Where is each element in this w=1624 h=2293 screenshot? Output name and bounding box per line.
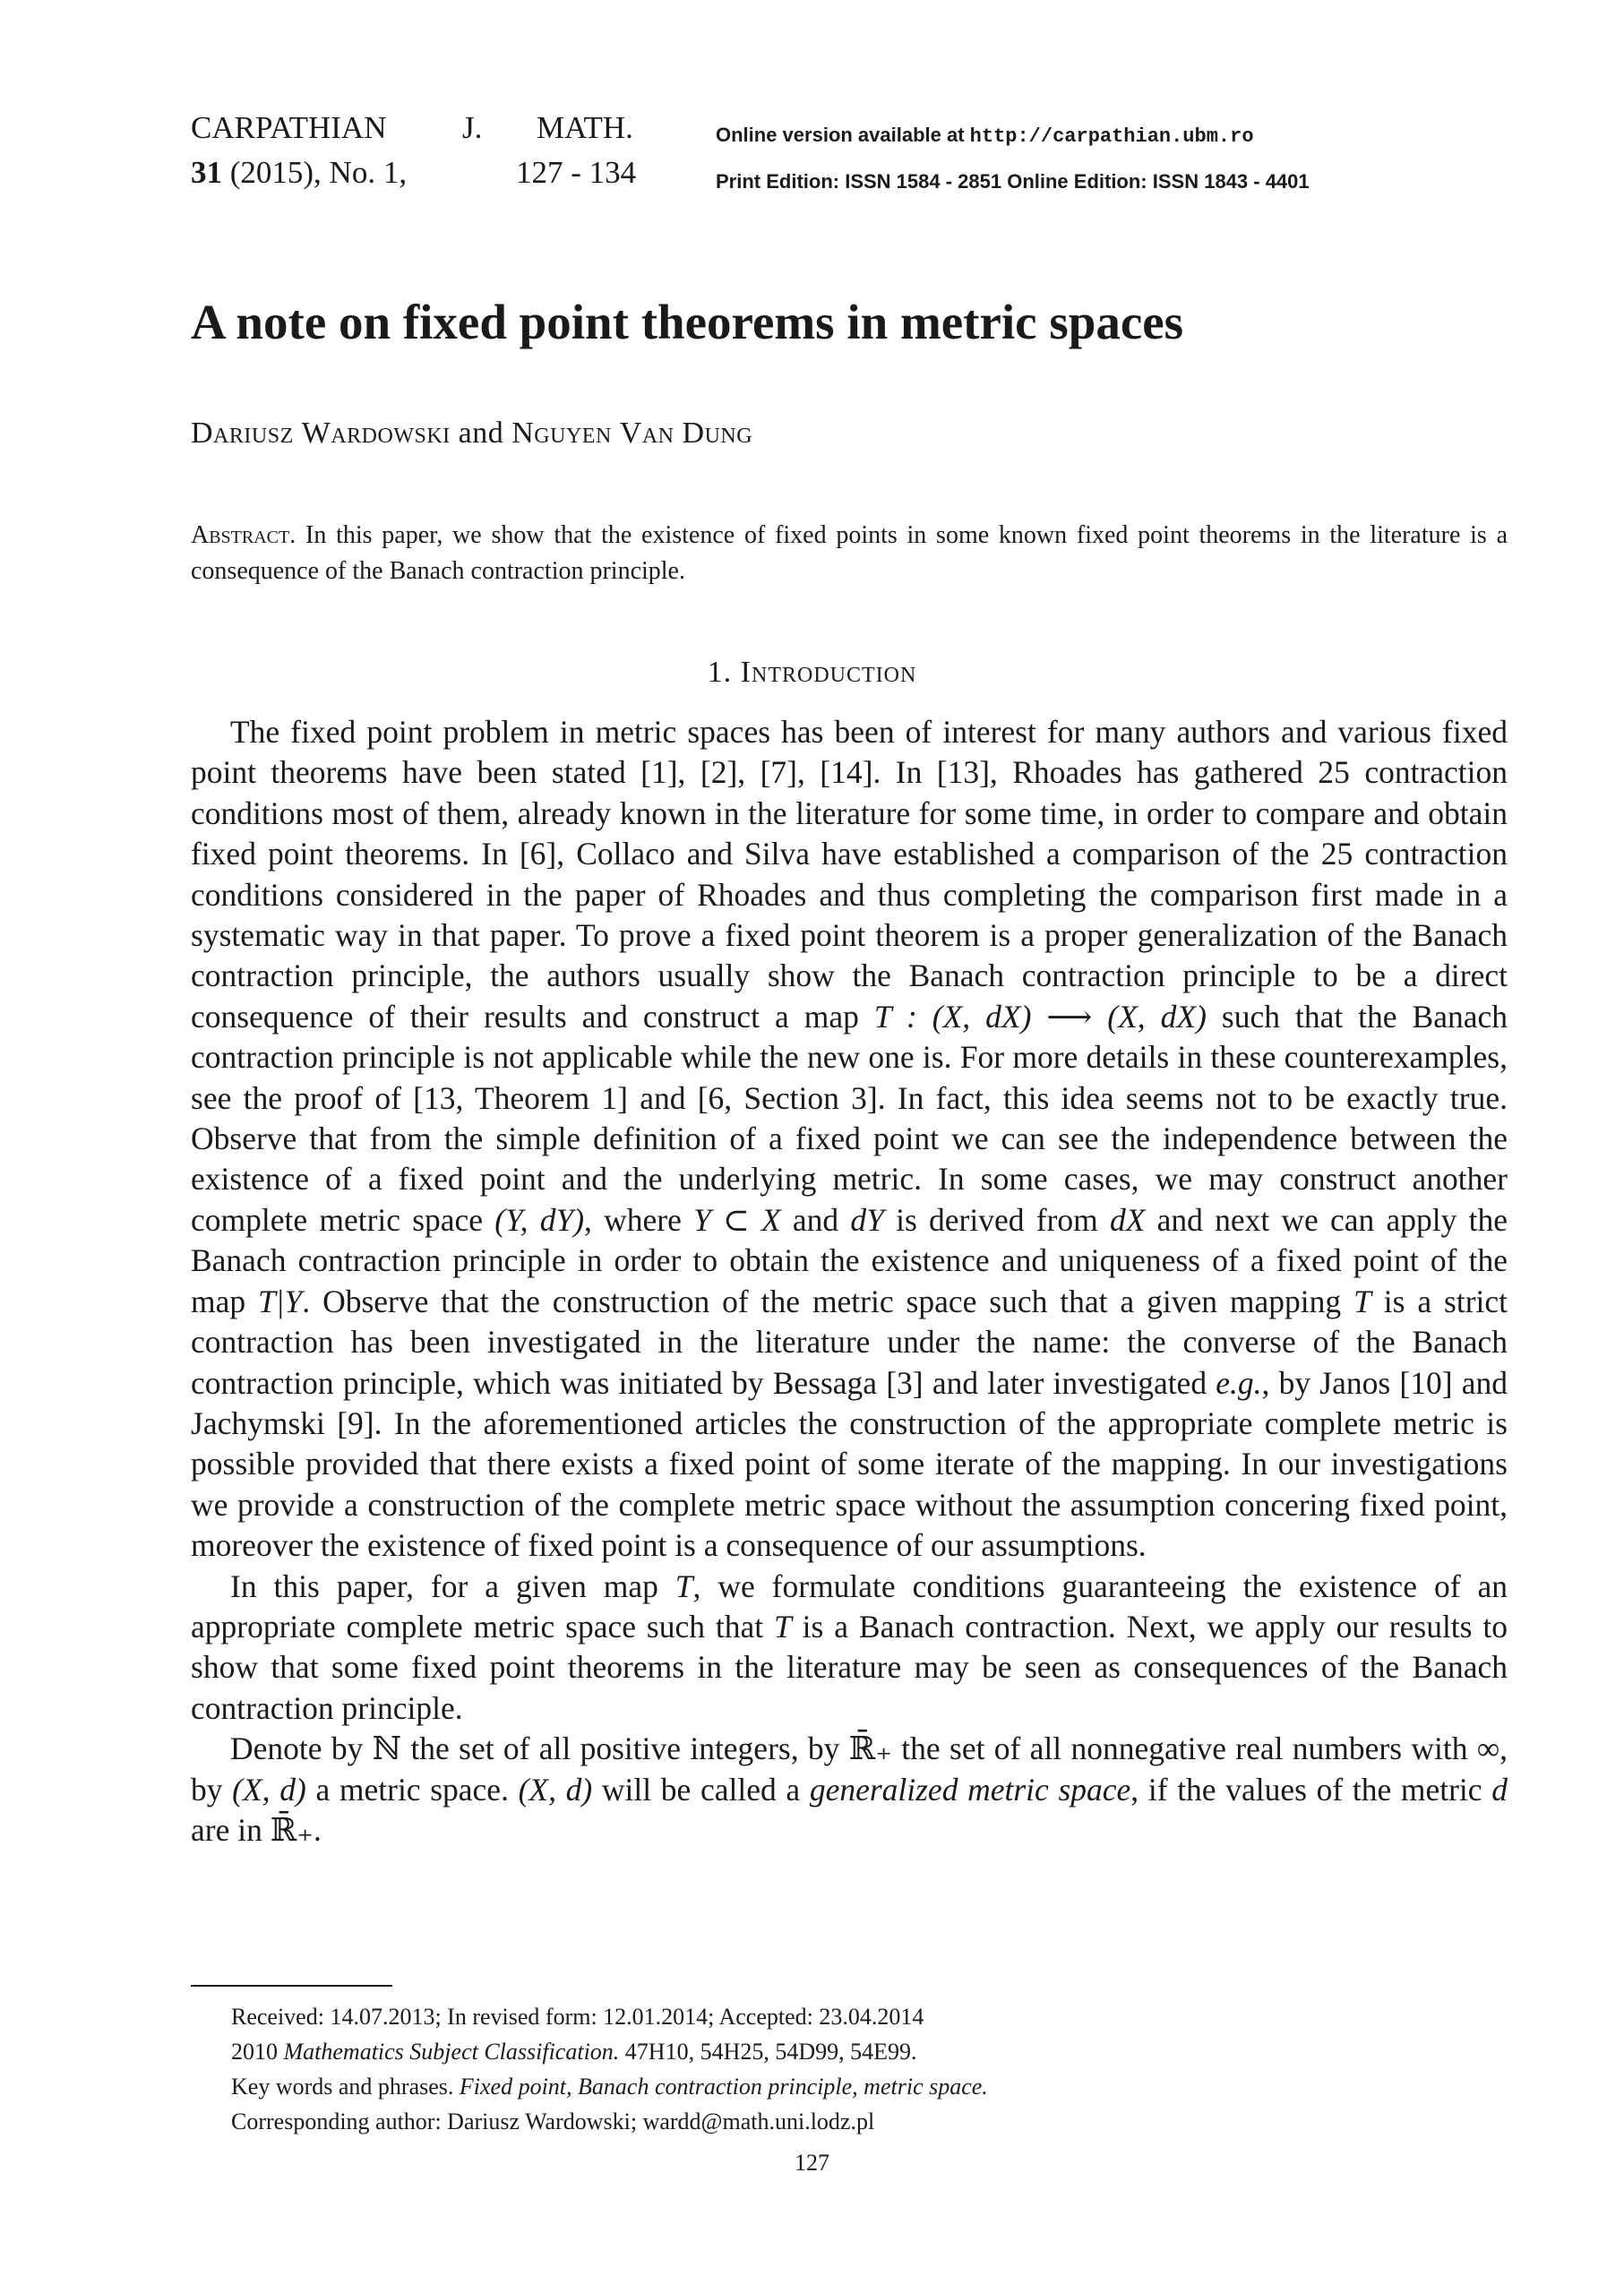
received-dates: Received: 14.07.2013; In revised form: 12.01.2014; Accepted: 23.04.2014 bbox=[231, 2004, 924, 2030]
math-symbol: ℕ bbox=[372, 1730, 402, 1767]
footnotes bbox=[231, 1999, 1485, 2139]
text-run: such that the Banach contraction principle is not applicable while the new one is. For more details in these counterexamples, see the proof of [13, Theorem 1] and [6, Section 3]. In fact, this idea seems not to be exactly true. Observe that from the simple definition of a fixed point we can see the independence between the existence of a fixed point and the underlying metric. In some cases, we may construct another complete metric space bbox=[191, 998, 1508, 1238]
text-run: will be called a bbox=[592, 1771, 810, 1808]
math-expression: T bbox=[774, 1608, 792, 1645]
math-expression: T|Y bbox=[258, 1283, 303, 1319]
online-prefix: Online version available at bbox=[716, 124, 970, 146]
author-1-first: Dariusz bbox=[191, 417, 294, 450]
emphasis: generalized metric space bbox=[809, 1771, 1131, 1808]
text-run: , if the values of the metric bbox=[1130, 1771, 1492, 1808]
msc-label: Mathematics Subject Classification. bbox=[283, 2039, 620, 2065]
section-heading bbox=[0, 656, 1624, 690]
section-number: 1. bbox=[707, 656, 733, 689]
math-expression: dX bbox=[1109, 1201, 1146, 1238]
text-run: , by bbox=[191, 1730, 1508, 1808]
keywords-text: Fixed point, Banach contraction principle, metric space. bbox=[459, 2074, 988, 2100]
text-run: is derived from bbox=[883, 1201, 1110, 1238]
math-expression: d bbox=[1491, 1771, 1508, 1808]
text-run: and next we can apply the Banach contraction principle in order to obtain the existence and uniqueness of a fixed point of the map bbox=[191, 1201, 1508, 1319]
page-range: 127 - 134 bbox=[516, 155, 637, 190]
text-run: and bbox=[780, 1201, 851, 1238]
msc-year: 2010 bbox=[231, 2039, 284, 2065]
text-run: , by Janos [10] and Jachymski [9]. In the aforementioned articles the construction of the appropriate complete metric is possible provided that there exists a fixed point of some iterate of the mapping. In our investigations we provide a construction of the complete metric space without the assumption concering fixed point, moreover the existence of fixed point is a consequence of our assumptions. bbox=[191, 1364, 1508, 1564]
paragraph-2 bbox=[191, 1567, 1508, 1730]
edition-info bbox=[716, 113, 1310, 204]
body-text bbox=[191, 712, 1508, 1851]
msc-codes: 47H10, 54H25, 54D99, 54E99. bbox=[619, 2039, 917, 2065]
math-symbol: ∞ bbox=[1476, 1730, 1500, 1767]
text-run: a metric space. bbox=[305, 1771, 519, 1808]
math-expression: (X, d) bbox=[232, 1771, 306, 1808]
text-run: . bbox=[313, 1811, 322, 1848]
text-run: the set of all positive integers, by bbox=[401, 1730, 849, 1767]
authors-and: and bbox=[458, 417, 504, 450]
section-title: Introduction bbox=[740, 656, 917, 689]
math-expression: T bbox=[675, 1567, 693, 1604]
journal-j: J. bbox=[462, 110, 483, 145]
volume-line bbox=[191, 150, 407, 195]
keywords bbox=[231, 2069, 1485, 2104]
abstract bbox=[191, 518, 1508, 589]
text-run: The fixed point problem in metric spaces has been of interest for many authors and various fixed point theorems have been stated [1], [2], [7], [14]. In [13], Rhoades has gathered 25 contraction conditions most of them, already known in the literature for some time, in order to compare and obtain fixed point theorems. In [6], Collaco and Silva have established a comparison of the 25 contraction conditions considered in the paper of Rhoades and thus completing the comparison first made in a systematic way in that paper. To prove a fixed point theorem is a proper generalization of the Banach contraction principle, the authors usually show the Banach contraction principle to be a direct consequence of their results and construct a map bbox=[191, 714, 1508, 1035]
text-run: is a Banach contraction. Next, we apply our results to show that some fixed point theorems in the literature may be seen as consequences of the Banach contraction principle. bbox=[191, 1608, 1508, 1726]
year-issue: (2015), No. 1, bbox=[229, 155, 408, 190]
text-run: is a strict contraction has been investigated in the literature under the name: the converse of the Banach contraction principle, which was initiated by Bessaga [3] and later investigated bbox=[191, 1283, 1508, 1401]
math-expression: T : (X, dX) ⟶ (X, dX) bbox=[873, 998, 1207, 1035]
author-2-first: Nguyen bbox=[511, 417, 612, 450]
journal-url-link[interactable]: http://carpathian.ubm.ro bbox=[969, 125, 1254, 148]
journal-math: MATH. bbox=[537, 110, 633, 145]
emphasis: e.g. bbox=[1216, 1364, 1262, 1401]
math-symbol: ℝ̄₊ bbox=[270, 1811, 314, 1848]
text-run: , where bbox=[584, 1201, 694, 1238]
online-line bbox=[716, 113, 1310, 159]
text-run: Denote by bbox=[230, 1730, 373, 1767]
abstract-label: Abstract. bbox=[191, 521, 296, 549]
paragraph-3 bbox=[191, 1729, 1508, 1851]
author-list bbox=[191, 417, 752, 451]
abstract-text: In this paper, we show that the existence of fixed points in some known fixed point theorems in the literature is a consequence of the Banach contraction principle. bbox=[191, 521, 1508, 585]
page-number: 127 bbox=[795, 2150, 829, 2176]
math-expression: dY bbox=[850, 1201, 884, 1238]
text-run: , we formulate conditions guaranteeing the existence of an appropriate complete metric space such that bbox=[191, 1567, 1508, 1645]
author-2-last: Dung bbox=[682, 417, 753, 450]
msc-classification bbox=[231, 2034, 1485, 2069]
math-expression: (X, d) bbox=[518, 1771, 593, 1808]
volume-number: 31 bbox=[191, 155, 222, 190]
paragraph-1 bbox=[191, 712, 1508, 1567]
paper-title: A note on fixed point theorems in metric spaces bbox=[191, 295, 1184, 349]
math-symbol: ℝ̄₊ bbox=[848, 1730, 892, 1767]
text-run: . Observe that the construction of the metric space such that a given mapping bbox=[302, 1283, 1354, 1319]
journal-citation bbox=[191, 106, 692, 195]
issn-line: Print Edition: ISSN 1584 - 2851 Online Edition: ISSN 1843 - 4401 bbox=[716, 170, 1310, 193]
corresponding-author: Corresponding author: Dariusz Wardowski; wardd@math.uni.lodz.pl bbox=[231, 2108, 875, 2134]
math-expression: T bbox=[1353, 1283, 1371, 1319]
author-2-mid: Van bbox=[619, 417, 675, 450]
keywords-label: Key words and phrases. bbox=[231, 2074, 460, 2100]
math-expression: Y ⊂ X bbox=[693, 1201, 781, 1238]
author-1-last: Wardowski bbox=[301, 417, 451, 450]
text-run: the set of all nonnegative real numbers with bbox=[891, 1730, 1477, 1767]
math-expression: (Y, dY) bbox=[494, 1201, 585, 1238]
footnote-divider bbox=[191, 1985, 392, 1987]
text-run: are in bbox=[191, 1811, 271, 1848]
journal-name: CARPATHIAN bbox=[191, 110, 387, 145]
text-run: In this paper, for a given map bbox=[230, 1567, 675, 1604]
